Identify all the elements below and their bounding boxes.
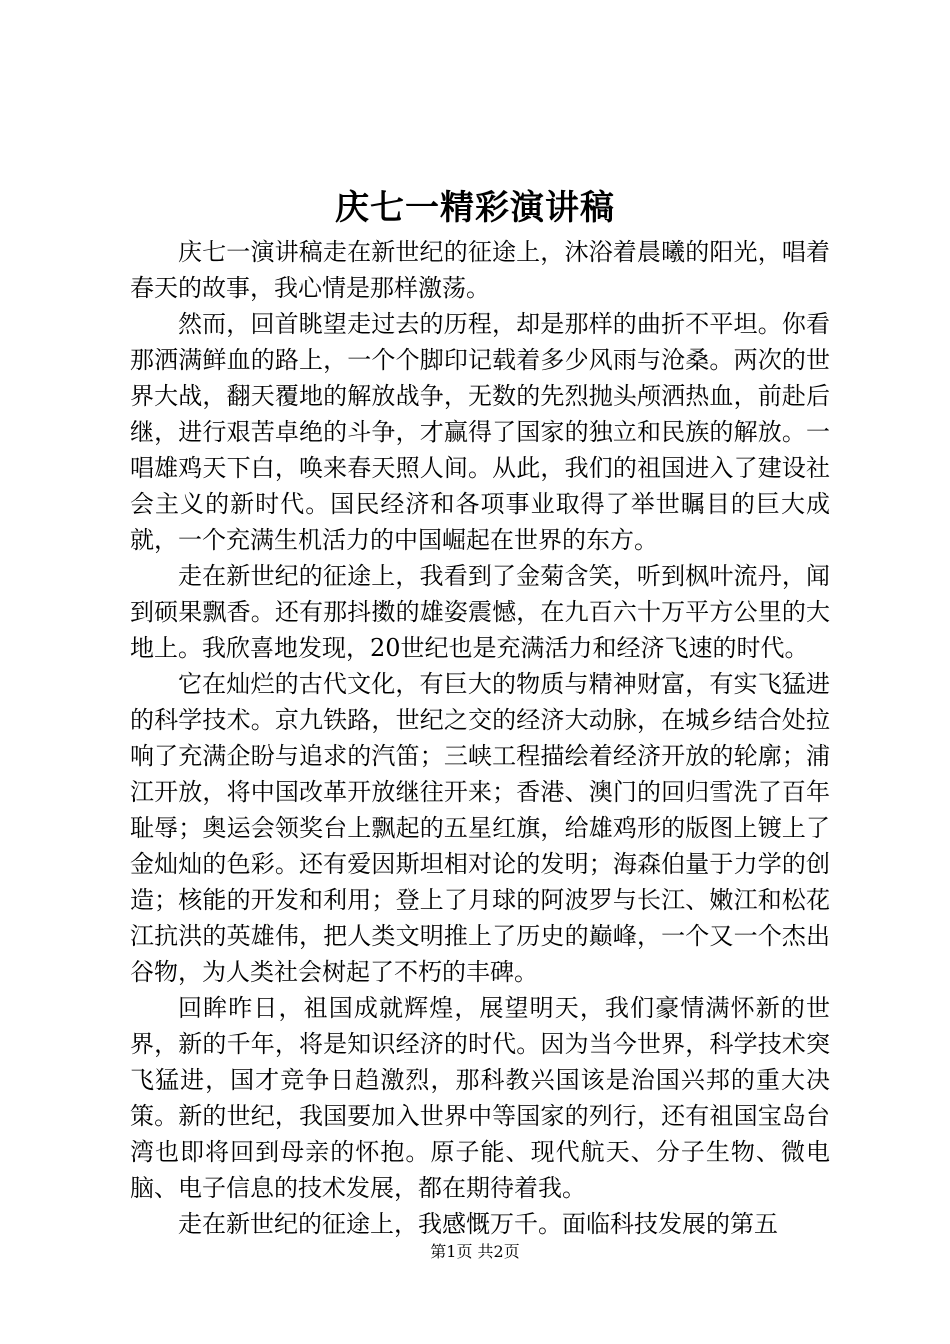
paragraph: 走在新世纪的征途上，我感慨万千。面临科技发展的第五 — [178, 1210, 778, 1238]
paragraph: 走在新世纪的征途上，我看到了金菊含笑，听到枫叶流丹，闻到硕果飘香。还有那抖擞的雄姿震憾，在九百六十万平方公里的大地上。我欣喜地发现，20世纪也是充满活力和经济飞速的时代。 — [130, 562, 830, 662]
page-footer: 第1页 共2页 — [430, 1242, 520, 1261]
paragraph: 它在灿烂的古代文化，有巨大的物质与精神财富，有实飞猛进的科学技术。京九铁路，世纪之交的经济大动脉，在城乡结合处拉响了充满企盼与追求的汽笛；三峡工程描绘着经济开放的轮廓；浦江开放，将中国改革开放继往开来；香港、澳门的回归雪洗了百年耻辱；奥运会领奖台上飘起的五星红旗，给雄鸡形的版图上镀上了金灿灿的色彩。还有爱因斯坦相对论的发明；海森伯量于力学的创造；核能的开发和利用；登上了月球的阿波罗与长江、嫩江和松花江抗洪的英雄伟，把人类文明推上了历史的巅峰，一个又一个杰出谷物，为人类社会树起了不朽的丰碑。 — [130, 670, 830, 986]
document-body — [130, 234, 830, 1242]
paragraph: 回眸昨日，祖国成就辉煌，展望明天，我们豪情满怀新的世界，新的千年，将是知识经济的时代。因为当今世界，科学技术突飞猛进，国才竞争日趋激烈，那科教兴国该是治国兴邦的重大决策。新的世纪，我国要加入世界中等国家的列行，还有祖国宝岛台湾也即将回到母亲的怀抱。原子能、现代航天、分子生物、微电脑、电子信息的技术发展，都在期待着我。 — [130, 994, 830, 1202]
page-title: 庆七一精彩演讲稿 — [335, 188, 615, 228]
paragraph: 庆七一演讲稿走在新世纪的征途上，沐浴着晨曦的阳光，唱着春天的故事，我心情是那样激荡。 — [130, 238, 830, 302]
paragraph: 然而，回首眺望走过去的历程，却是那样的曲折不平坦。你看那洒满鲜血的路上，一个个脚印记载着多少风雨与沧桑。两次的世界大战，翻天覆地的解放战争，无数的先烈抛头颅洒热血，前赴后继，进行艰苦卓绝的斗争，才赢得了国家的独立和民族的解放。一唱雄鸡天下白，唤来春天照人间。从此，我们的祖国进入了建设社会主义的新时代。国民经济和各项事业取得了举世瞩目的巨大成就，一个充满生机活力的中国崛起在世界的东方。 — [130, 310, 830, 554]
